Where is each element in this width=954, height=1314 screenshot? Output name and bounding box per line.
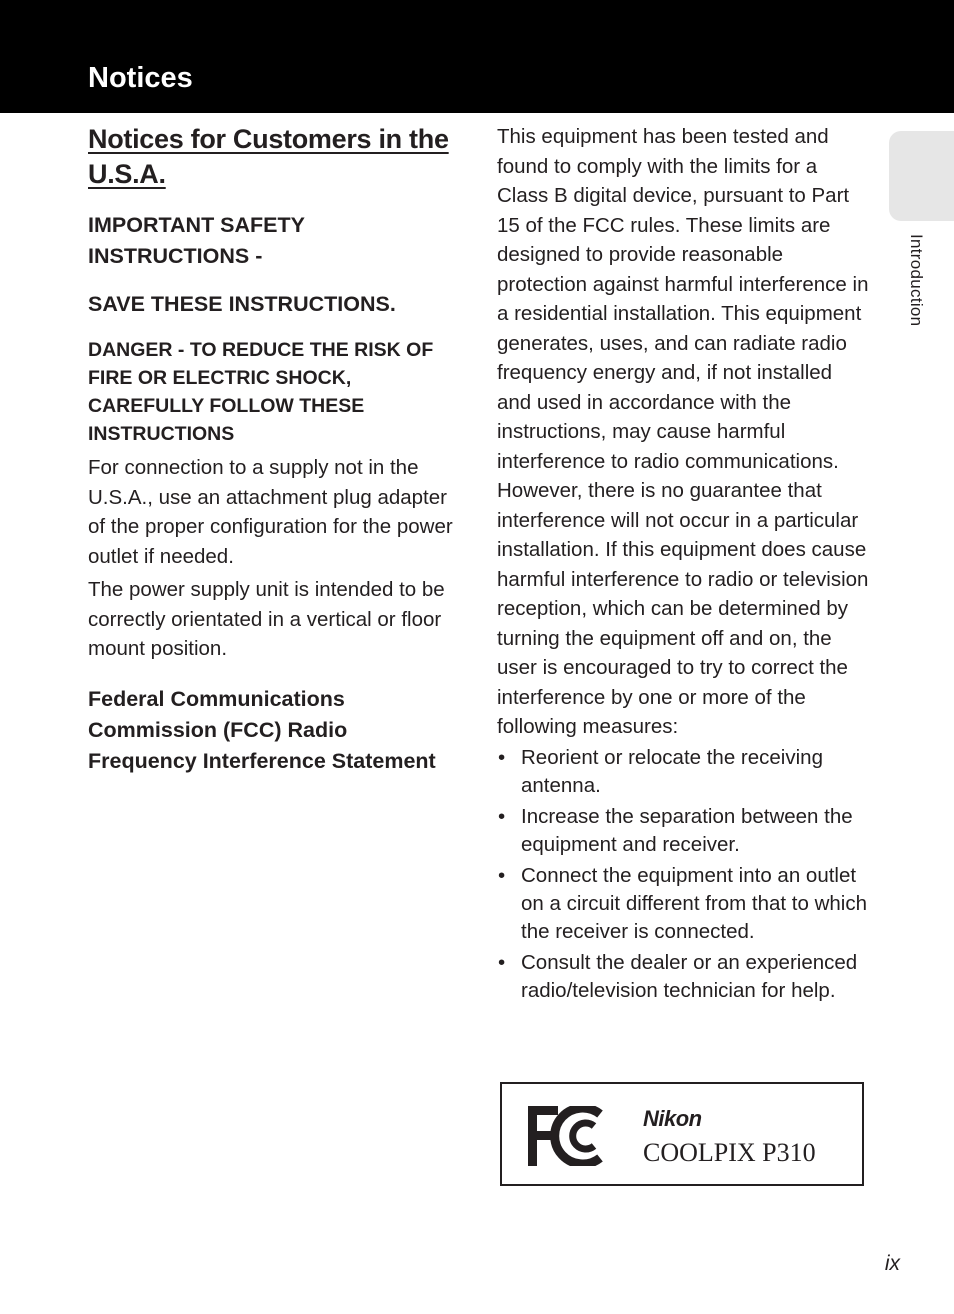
paragraph-power-supply: The power supply unit is intended to be correctly orientated in a vertical or floor mount position.: [88, 578, 445, 660]
header-bar: [0, 0, 954, 113]
section-side-tab: [889, 131, 954, 221]
bullet-icon: •: [498, 745, 506, 769]
model-name: COOLPIX P310: [643, 1138, 816, 1167]
fcc-logo-box: [500, 1082, 864, 1186]
fcc-logo-icon: [528, 1106, 610, 1166]
brand-logo: Nikon: [643, 1106, 702, 1131]
measures-list: [497, 744, 869, 1005]
side-tab-label: Introduction: [907, 234, 926, 327]
bullet-icon: •: [498, 804, 506, 828]
page-number: ix: [884, 1252, 900, 1275]
fcc-heading: Federal Communications Commission (FCC) Radio Frequency Interference Statement: [88, 686, 436, 773]
list-item: • Consult the dealer or an experienced radio/television technician for help.: [498, 950, 858, 1002]
section-title: Notices for Customers in the U.S.A.: [88, 124, 449, 189]
page-title: Notices: [88, 62, 193, 94]
right-column: [497, 122, 869, 1008]
list-item: • Increase the separation between the equipment and receiver.: [498, 804, 853, 856]
important-safety-heading: IMPORTANT SAFETY INSTRUCTIONS -: [88, 213, 305, 268]
bullet-icon: •: [498, 950, 506, 974]
left-column: [88, 122, 460, 777]
paragraph-plug-adapter: For connection to a supply not in the U.S.A., use an attachment plug adapter of the proper configuration for the power outlet if needed.: [88, 456, 453, 568]
danger-warning: DANGER - TO REDUCE THE RISK OF FIRE OR ELECTRIC SHOCK, CAREFULLY FOLLOW THESE INSTRUCTIONS: [88, 339, 434, 445]
fcc-statement-paragraph: This equipment has been tested and found to comply with the limits for a Class B digital device, pursuant to Part 15 of the FCC rules. These limits are designed to provide reasonable protection against harmful interference in a residential installation. This equipment generates, uses, and can radiate radio frequency energy and, if not installed and used in accordance with the instructions, may cause harmful interference to radio communications. However, there is no guarantee that interference will not occur in a particular installation. If this equipment does cause harmful interference to radio or television reception, which can be determined by turning the equipment off and on, the user is encouraged to try to correct the interference by one or more of the following measures:: [497, 125, 869, 738]
list-item: • Connect the equipment into an outlet on a circuit different from that to which the receiver is connected.: [498, 863, 868, 943]
bullet-icon: •: [498, 863, 506, 887]
list-item: • Reorient or relocate the receiving antenna.: [498, 745, 823, 797]
save-instructions-heading: SAVE THESE INSTRUCTIONS.: [88, 292, 396, 316]
